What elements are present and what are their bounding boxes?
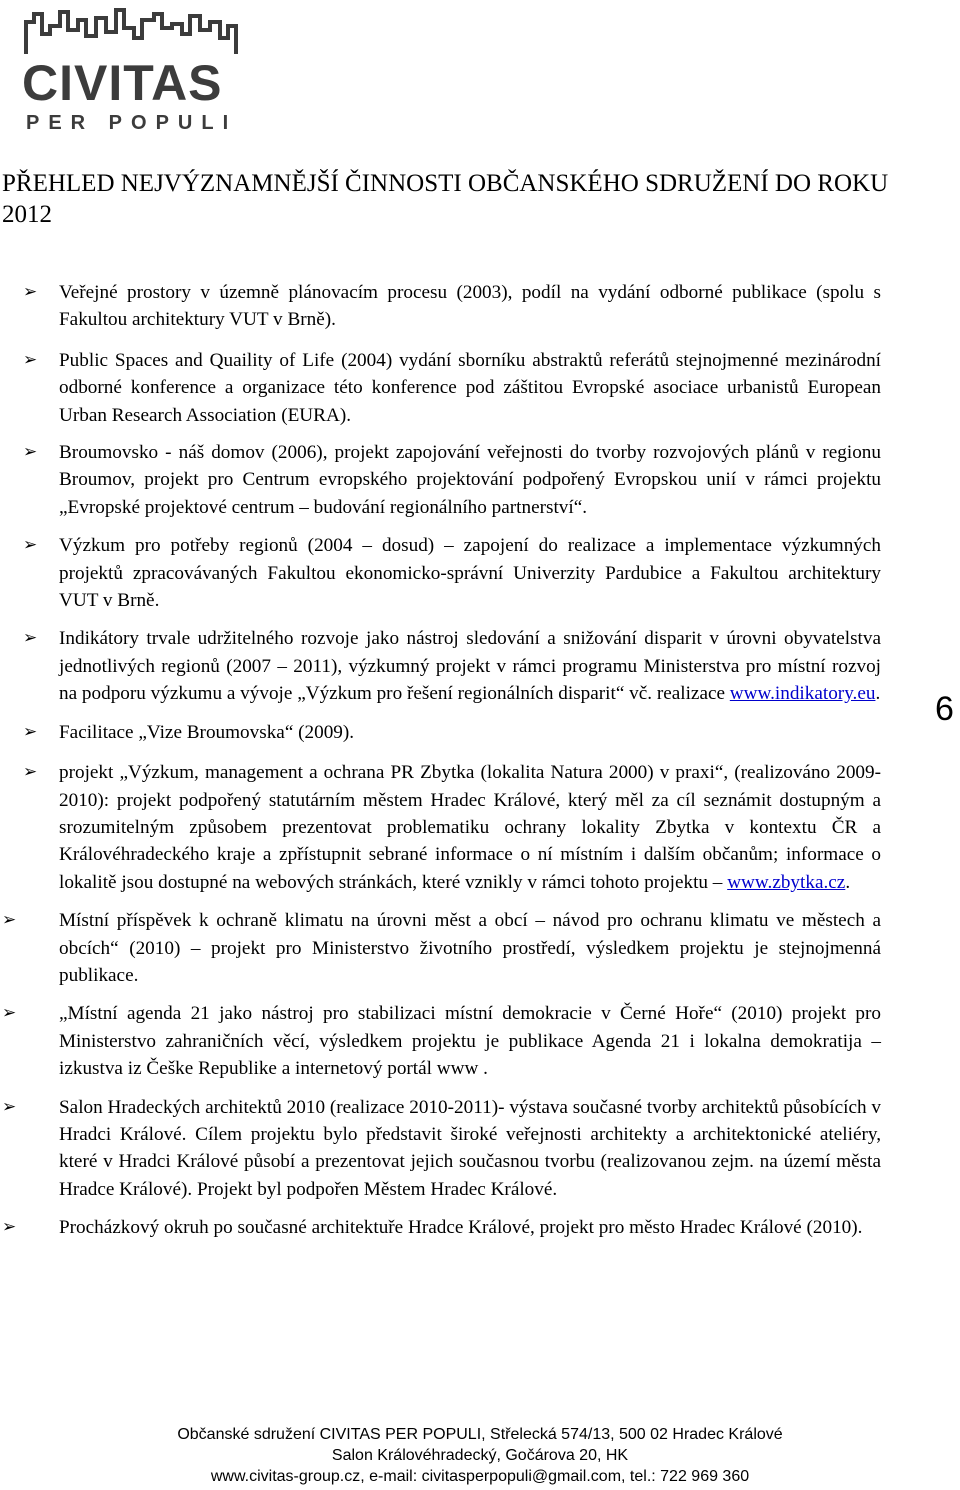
list-item [0, 719, 881, 746]
skyline-icon [22, 8, 247, 58]
footer-contact: www.civitas-group.cz, e-mail: civitasperpopuli@gmail.com, tel.: 722 969 360 [210, 1468, 750, 1485]
item-text: „Místní agenda 21 jako nástroj pro stabilizaci místní demokracie v Černé Hoře“ (2010) projekt pro Ministerstvo zahraničních věcí, výsledkem projektu je publikace Agenda 21 i lokalna demokratija – izkustva iz Češke Republike a internetový portál www . [59, 1003, 881, 1080]
item-text-end: . [845, 871, 851, 893]
footer-address: Občanské sdružení CIVITAS PER POPULI, Střelecká 574/13, 500 02 Hradec Králové [177, 1426, 783, 1443]
item-text: projekt „Výzkum, management a ochrana PR Zbytka (lokalita Natura 2000) v praxi“, (realizováno 2009-2010): projekt podpořený statutárním městem Hradec Králové, který měl za cíl seznámit dostupným a srozumitelným způsobem prezentovat problematiku ochrany lokality Zbytka v kontextu ČR a Královéhradeckého kraje a zpřístupnit sebrané informace o ní místním i dalším občanům; informace o lokalitě jsou dostupné na webových stránkách, které vznikly v rámci tohoto projektu – [59, 762, 881, 893]
arrowhead-bullet-icon: ➢ [23, 535, 38, 556]
item-text: Místní příspěvek k ochraně klimatu na úrovni měst a obcí – návod pro ochranu klimatu ve městech a obcích“ (2010) – projekt pro Ministerstvo životního prostředí, výsledkem projektu je stejnojmenná publikace. [59, 910, 881, 986]
footer-salon: Salon Královéhradecký, Gočárova 20, HK [331, 1447, 629, 1464]
page-title: PŘEHLED NEJVÝZNAMNĚJŠÍ ČINNOSTI OBČANSKÉHO SDRUŽENÍ DO ROKU 2012 [2, 170, 889, 228]
list-item [0, 1214, 881, 1241]
logo-subtitle: PER POPULI [26, 112, 238, 134]
arrowhead-bullet-icon: ➢ [2, 910, 17, 931]
arrowhead-bullet-icon: ➢ [23, 349, 38, 370]
list-item [0, 439, 881, 521]
list-item [0, 625, 881, 707]
item-text: Procházkový okruh po současné architektuře Hradce Králové, projekt pro město Hradec Králové (2010). [59, 1217, 863, 1239]
item-text: Indikátory trvale udržitelného rozvoje jako nástroj sledování a snižování disparit v úrovni obyvatelstva jednotlivých regionů (2007 – 2011), výzkumný projekt v rámci programu Ministerstva pro místní rozvoj na podporu výzkumu a vývoje „Výzkum pro řešení regionálních disparit“ vč. realizace [59, 628, 881, 705]
list-item [0, 279, 881, 334]
list-item [0, 1000, 881, 1082]
arrowhead-bullet-icon: ➢ [23, 282, 38, 302]
item-text: Veřejné prostory v územně plánovacím procesu (2003), podíl na vydání odborné publikace (spolu s Fakultou architektury VUT v Brně). [59, 282, 881, 331]
list-item [0, 907, 881, 989]
arrowhead-bullet-icon: ➢ [2, 1096, 17, 1117]
arrowhead-bullet-icon: ➢ [23, 762, 38, 783]
indikatory-link[interactable]: www.indikatory.eu [729, 683, 876, 705]
footer [0, 1424, 960, 1487]
list-item [0, 759, 881, 896]
list-item [0, 532, 881, 614]
item-text: Facilitace „Vize Broumovska“ (2009). [59, 721, 355, 743]
item-text: Salon Hradeckých architektů 2010 (realizace 2010-2011)- výstava současné tvorby architektů působících v Hradci Králové. Cílem projektu bylo představit široké veřejnosti architekty a architektonické ateliéry, které v Hradci Králové působí a prezentovat jejich současnou tvorbu (realizovanou zejm. na území města Hradce Králové). Projekt byl podpořen Městem Hradec Králové. [59, 1096, 881, 1200]
arrowhead-bullet-icon: ➢ [23, 442, 38, 463]
arrowhead-bullet-icon: ➢ [23, 721, 38, 742]
item-text: Broumovsko - náš domov (2006), projekt zapojování veřejnosti do tvorby rozvojových plánů v regionu Broumov, projekt pro Centrum evropského projektování podpořený Evropskou unií v rámci projektu „Evropské projektové centrum – budování regionálního partnerství“. [59, 442, 881, 518]
list-item [0, 1094, 881, 1204]
arrowhead-bullet-icon: ➢ [2, 1217, 17, 1238]
page-number: 6 [935, 690, 954, 728]
zbytka-link[interactable]: www.zbytka.cz [727, 871, 846, 893]
arrowhead-bullet-icon: ➢ [23, 628, 38, 649]
list-item [0, 347, 881, 429]
logo-name: CIVITAS [22, 55, 223, 111]
arrowhead-bullet-icon: ➢ [2, 1003, 17, 1024]
item-text: Public Spaces and Quaility of Life (2004) vydání sborníku abstraktů referátů stejnojmenné mezinárodní odborné konference a organizace této konference pod záštitou Evropské asociace urbanistů European Urban Research Association (EURA). [59, 349, 881, 426]
item-text-end: . [875, 683, 881, 705]
item-text: Výzkum pro potřeby regionů (2004 – dosud) – zapojení do realizace a implementace výzkumných projektů zpracovávaných Fakultou ekonomicko-správní Univerzity Pardubice a Fakultou architektury VUT v Brně. [59, 535, 881, 612]
civitas-logo [22, 8, 247, 136]
activity-list [0, 279, 960, 1242]
